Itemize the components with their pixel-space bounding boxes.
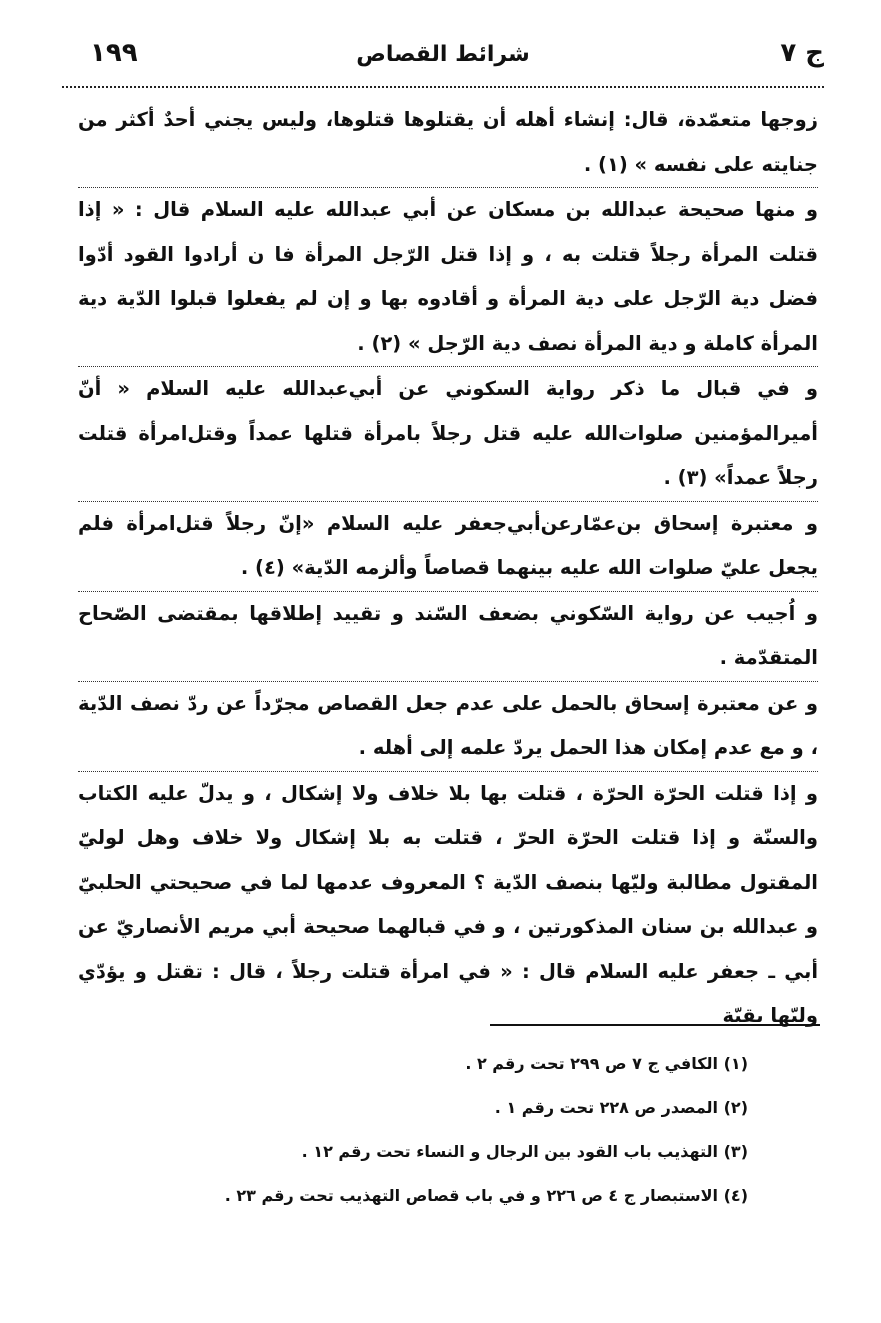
paragraph: زوجها متعمّدة، قال: إنشاء أهله أن يقتلوها قتلوها، وليس يجني أحدٌ أكثر من جنايته على نفسه » (١) . (78, 108, 818, 176)
footnote-divider (490, 1024, 820, 1026)
paragraph: و معتبرة إسحاق بن‌عمّارعن‌أبي‌جعفر عليه السلام «إنّ رجلاً قتل‌امرأة فلم يجعل عليّ صلوات الله عليه بينهما قصاصاً وألزمه الدّية» (٤) . (78, 501, 818, 591)
paragraph: و منها صحيحة عبدالله بن مسكان عن أبي عبدالله عليه السلام قال : « إذا قتلت المرأة رجلاً قتلت به ، و إذا قتل الرّجل المرأة فا ن أرادوا القود أدّوا فضل دية الرّجل على دية المرأة و أقادوه بها و إن لم يفعلوا قبلوا الدّية دية المرأة كاملة و دية المرأة نصف دية الرّجل » (٢) . (78, 187, 818, 366)
footnote: (١) الكافي ج ٧ ص ٢٩٩ تحت رقم ٢ . (465, 1054, 748, 1073)
footnote: (٤) الاستبصار ج ٤ ص ٢٢٦ و في باب قصاص التهذيب تحت رقم ٢٣ . (224, 1186, 748, 1205)
paragraph: و عن معتبرة إسحاق بالحمل على عدم جعل القصاص مجرّداً عن ردّ نصف الدّية ، و مع عدم إمكان هذا الحمل يردّ علمه إلى أهله . (78, 681, 818, 771)
main-text (78, 98, 818, 1039)
page-header (62, 32, 824, 82)
volume-label: ج ٧ (780, 38, 824, 68)
paragraph: و اُجيب عن رواية السّكوني بضعف السّند و تقييد إطلاقها بمقتضى الصّحاح المتقدّمة . (78, 591, 818, 681)
footnotes (100, 1042, 748, 1218)
footnote: (٢) المصدر ص ٢٢٨ تحت رقم ١ . (494, 1098, 748, 1117)
paragraph: و في قبال ما ذكر رواية السكوني عن أبي‌عبدالله عليه السلام « أنّ أميرالمؤمنين صلوات‌الله عليه قتل رجلاً بامرأة قتلها عمداً وقتل‌امرأة قتلت رجلاً عمداً» (٣) . (78, 366, 818, 501)
footnote: (٣) التهذيب باب القود بين الرجال و النساء تحت رقم ١٢ . (301, 1142, 748, 1161)
paragraph: و إذا قتلت الحرّة الحرّة ، قتلت بها بلا خلاف ولا إشكال ، و يدلّ عليه الكتاب والسنّة و إذا قتلت الحرّة الحرّ ، قتلت به بلا إشكال ولا خلاف وهل لوليّ المقتول مطالبة وليّها بنصف الدّية ؟ المعروف عدمها لما في صحيحتي الحلبيّ و عبدالله بن سنان المذكورتين ، و في قبالهما صحيحة أبي مريم الأنصاريّ عن أبي ـ جعفر عليه السلام قال : « في امرأة قتلت رجلاً ، قال : تقتل و يؤدّي وليّها بقيّة (78, 771, 818, 1039)
header-divider (62, 86, 824, 88)
running-title: شرائط القصاص (356, 42, 530, 67)
page-number: ١٩٩ (90, 38, 138, 68)
